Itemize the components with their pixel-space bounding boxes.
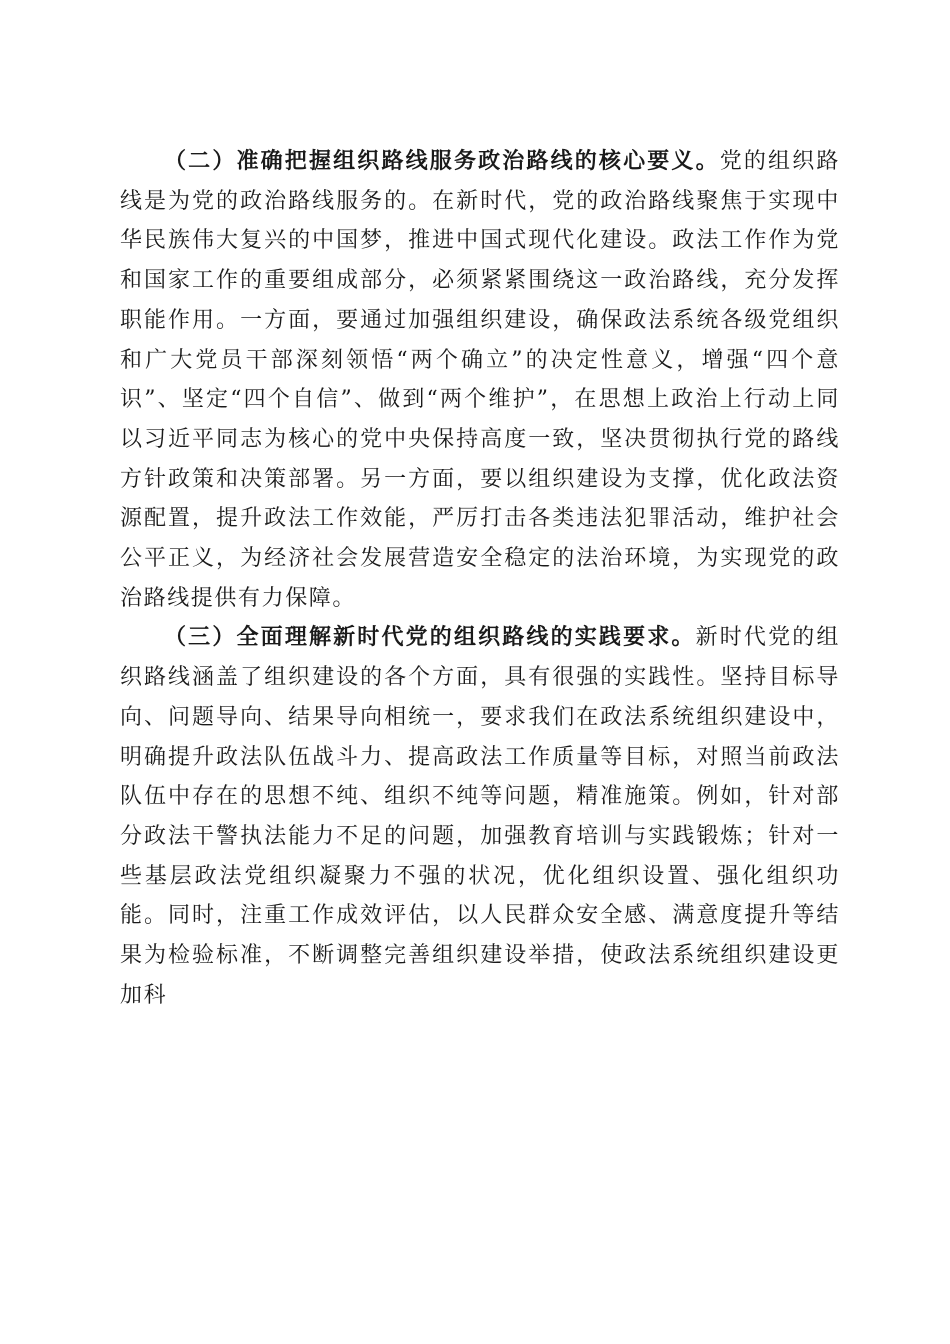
section-three-body: 新时代党的组织路线涵盖了组织建设的各个方面，具有很强的实践性。坚持目标导向、问题导向、结果导向相统一，要求我们在政法系统组织建设中，明确提升政法队伍战斗力、提高政法工作质量等目标，对照当前政法队伍中存在的思想不纯、组织不纯等问题，精准施策。例如，针对部分政法干警执法能力不足的问题，加强教育培训与实践锻炼；针对一些基层政法党组织凝聚力不强的状况，优化组织设置、强化组织功能。同时，注重工作成效评估，以人民群众安全感、满意度提升等结果为检验标准，不断调整完善组织建设举措，使政法系统组织建设更加科 <box>120 625 840 1008</box>
paragraph-section-three <box>120 618 840 1015</box>
section-three-heading: （三）全面理解新时代党的组织路线的实践要求。 <box>164 624 696 651</box>
paragraph-section-two <box>120 142 840 618</box>
document-page <box>120 142 840 1015</box>
section-two-body: 党的组织路线是为党的政治路线服务的。在新时代，党的政治路线聚焦于实现中华民族伟大复兴的中国梦，推进中国式现代化建设。政法工作作为党和国家工作的重要组成部分，必须紧紧围绕这一政治路线，充分发挥职能作用。一方面，要通过加强组织建设，确保政法系统各级党组织和广大党员干部深刻领悟“两个确立”的决定性意义，增强“四个意识”、坚定“四个自信”、做到“两个维护”，在思想上政治上行动上同以习近平同志为核心的党中央保持高度一致，坚决贯彻执行党的路线方针政策和决策部署。另一方面，要以组织建设为支撑，优化政法资源配置，提升政法工作效能，严厉打击各类违法犯罪活动，维护社会公平正义，为经济社会发展营造安全稳定的法治环境，为实现党的政治路线提供有力保障。 <box>120 149 840 611</box>
section-two-heading: （二）准确把握组织路线服务政治路线的核心要义。 <box>164 148 720 174</box>
